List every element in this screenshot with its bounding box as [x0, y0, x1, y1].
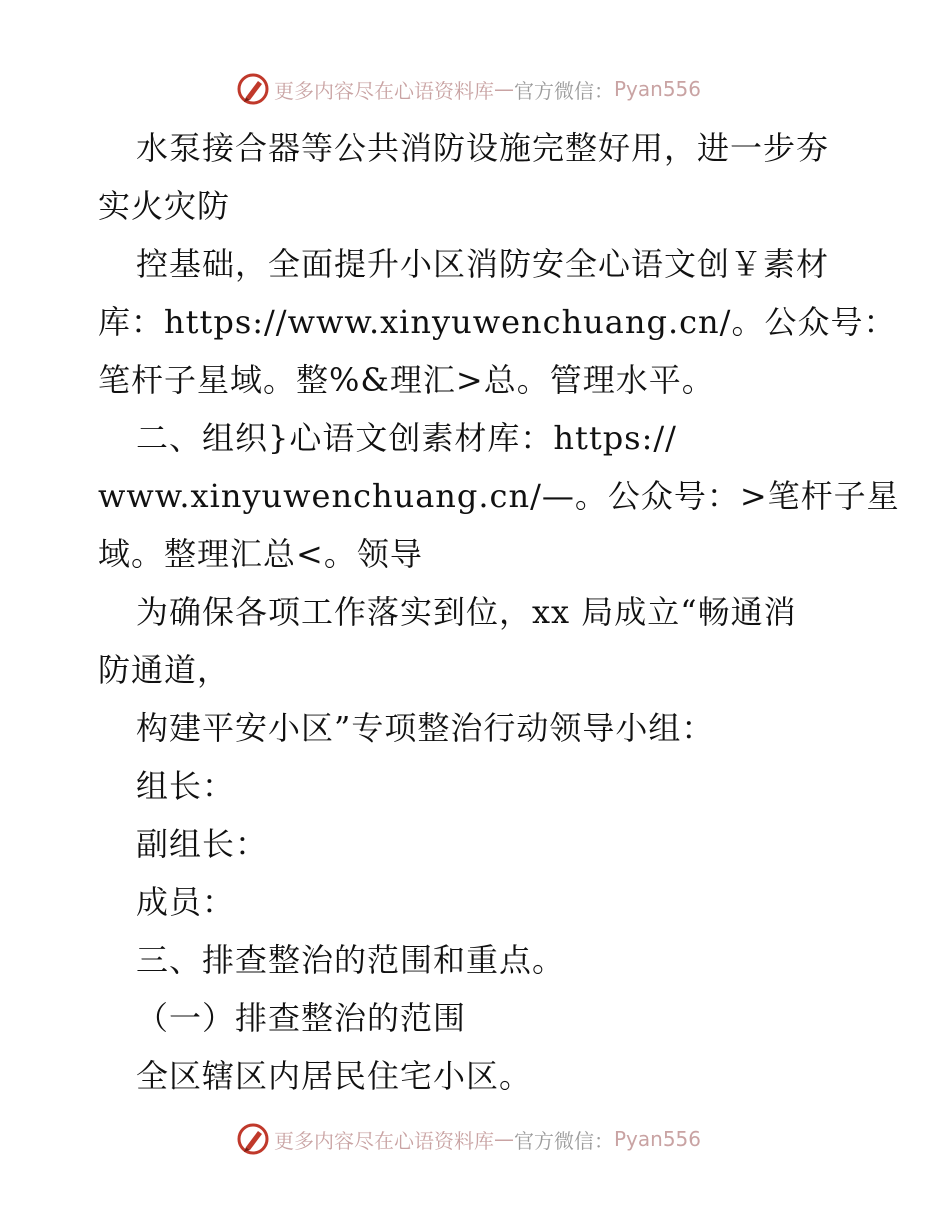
pen-logo-icon: [236, 1122, 270, 1156]
body-line: 水泵接合器等公共消防设施完整好用，进一步夯: [136, 129, 830, 167]
body-line: 成员：: [136, 883, 236, 921]
body-line: 域。整理汇总<。领导: [98, 535, 423, 573]
body-line: 副组长：: [136, 825, 269, 863]
body-line: 组长：: [136, 767, 236, 805]
body-line: 实火灾防: [98, 187, 231, 225]
body-line: www.xinyuwenchuang.cn/—。公众号：>笔杆子星: [98, 477, 900, 515]
header-watermark: [236, 72, 701, 106]
body-line: 笔杆子星域。整%&理汇>总。管理水平。: [98, 361, 715, 399]
footer-watermark: [236, 1122, 701, 1156]
body-line: 全区辖区内居民住宅小区。: [136, 1057, 533, 1095]
body-line: 防通道，: [98, 651, 231, 689]
watermark-dash: —: [494, 77, 514, 101]
subsection-heading: （一）排查整治的范围: [136, 999, 467, 1037]
watermark-main-text: 更多内容尽在心语资料库: [274, 78, 494, 103]
body-line: 为确保各项工作落实到位，xx 局成立“畅通消: [136, 593, 797, 631]
body-line: 控基础，全面提升小区消防安全心语文创￥素材: [136, 245, 830, 283]
pen-logo-icon: [236, 72, 270, 106]
watermark-official-label: 官方微信：: [514, 78, 614, 103]
watermark-official-label: 官方微信：: [514, 1128, 614, 1153]
body-line: 库：https://www.xinyuwenchuang.cn/。公众号：: [98, 303, 897, 341]
section-heading: 二、组织}心语文创素材库：https://: [136, 419, 677, 457]
watermark-main-text: 更多内容尽在心语资料库: [274, 1128, 494, 1153]
body-line: 构建平安小区”专项整治行动领导小组：: [136, 709, 715, 747]
section-heading: 三、排查整治的范围和重点。: [136, 941, 566, 979]
watermark-dash: —: [494, 1127, 514, 1151]
watermark-wechat-id: Pyan556: [614, 77, 702, 101]
watermark-wechat-id: Pyan556: [614, 1127, 702, 1151]
